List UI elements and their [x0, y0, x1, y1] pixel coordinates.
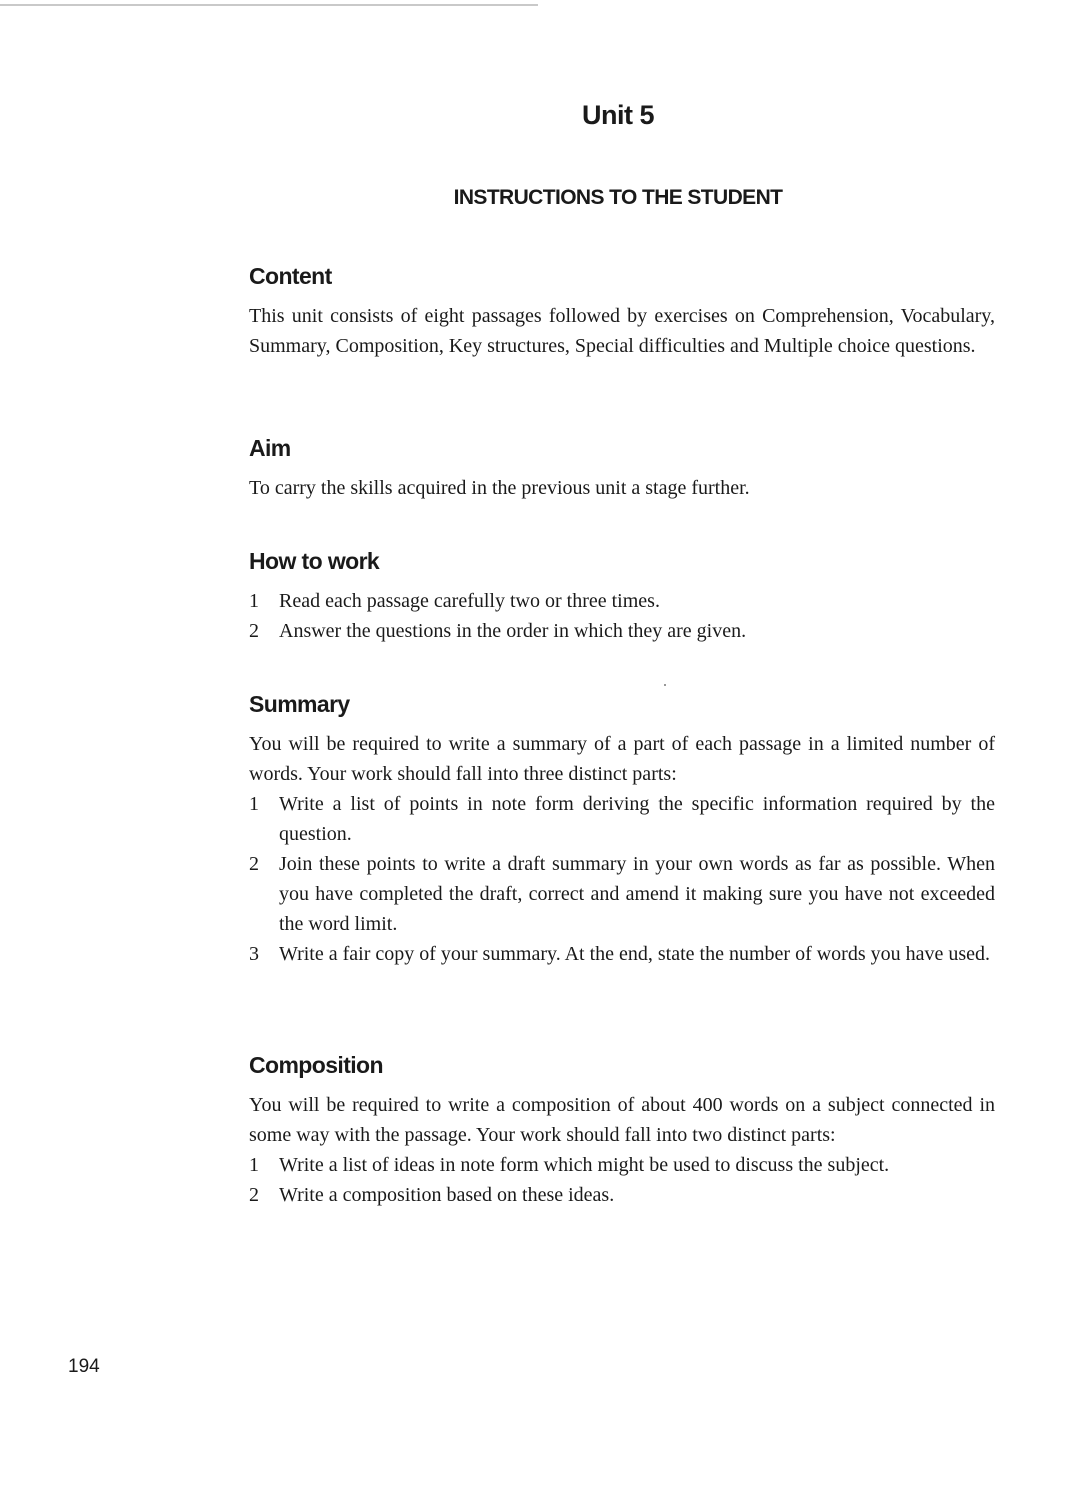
list-item-text: Answer the questions in the order in which they are given. — [279, 620, 747, 642]
aim-paragraph: To carry the skills acquired in the previous unit a stage further. — [249, 477, 750, 499]
list-item-number: 2 — [249, 1184, 259, 1206]
list-item — [249, 1180, 995, 1210]
section-aim — [249, 433, 995, 503]
page-number: 194 — [68, 1356, 100, 1377]
section-how-to-work — [249, 546, 995, 646]
list-item-text: Read each passage carefully two or three times. — [279, 590, 660, 612]
list-item-text: Join these points to write a draft summary in your own words as far as possible. When you have completed the draft, correct and amend it making sure you have not exceeded the word limit. — [279, 853, 995, 935]
section-heading-how-to-work: How to work — [249, 548, 380, 574]
section-heading-composition: Composition — [249, 1052, 383, 1078]
unit-title: Unit 5 — [581, 100, 654, 130]
top-rule — [0, 4, 538, 6]
summary-list — [249, 789, 995, 969]
summary-intro: You will be required to write a summary of a part of each passage in a limited number of words. Your work should fall into three distinct parts: — [249, 733, 995, 785]
list-item — [249, 789, 995, 849]
list-item-number: 3 — [249, 943, 259, 965]
list-item-number: 1 — [249, 1154, 259, 1176]
section-composition — [249, 1050, 995, 1210]
section-heading-summary: Summary — [249, 691, 350, 717]
composition-intro: You will be required to write a composition of about 400 words on a subject connected in some way with the passage. Your work should fall into two distinct parts: — [249, 1094, 995, 1146]
section-content — [249, 261, 995, 361]
list-item — [249, 1150, 995, 1180]
how-to-work-list — [249, 586, 995, 646]
section-summary — [249, 689, 995, 969]
list-item-text: Write a list of ideas in note form which might be used to discuss the subject. — [279, 1154, 890, 1176]
list-item-number: 1 — [249, 590, 259, 612]
composition-list — [249, 1150, 995, 1210]
list-item-text: Write a list of points in note form deriving the specific information required by the question. — [279, 793, 995, 845]
list-item-number: 2 — [249, 620, 259, 642]
section-heading-aim: Aim — [249, 435, 291, 461]
content-paragraph: This unit consists of eight passages followed by exercises on Comprehension, Vocabulary, Summary, Composition, Key structures, Special difficulties and Multiple choice questions. — [249, 305, 995, 357]
page-subtitle: INSTRUCTIONS TO THE STUDENT — [453, 186, 783, 209]
list-item-number: 2 — [249, 853, 259, 875]
list-item — [249, 939, 995, 969]
list-item-text: Write a fair copy of your summary. At the end, state the number of words you have used. — [279, 943, 991, 965]
list-item — [249, 616, 995, 646]
print-speck — [664, 684, 666, 686]
list-item-number: 1 — [249, 793, 259, 815]
section-heading-content: Content — [249, 263, 332, 289]
list-item — [249, 586, 995, 616]
list-item — [249, 849, 995, 939]
list-item-text: Write a composition based on these ideas. — [279, 1184, 615, 1206]
